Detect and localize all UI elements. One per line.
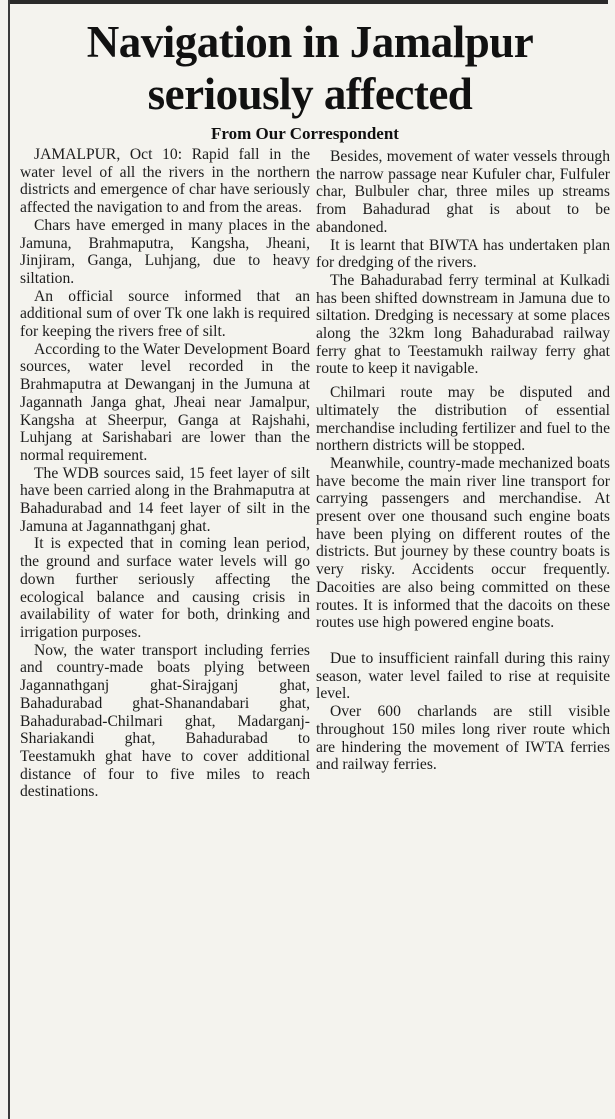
paragraph: Due to insufficient rainfall during this rainy season, water level failed to rise at requisite level.: [316, 649, 610, 703]
paragraph: An official source informed that an additional sum of over Tk one lakh is required for keeping the rivers free of silt.: [20, 287, 310, 341]
right-column: [316, 148, 610, 774]
left-column: [20, 146, 310, 801]
article-byline: From Our Correspondent: [211, 124, 399, 143]
paragraph: It is expected that in coming lean period, the ground and surface water levels will go down further seriously affecting the ecological balance and causing crisis in availability of water for both, drinking and irrigation purposes.: [20, 535, 310, 641]
paragraph: According to the Water Development Board sources, water level recorded in the Brahmaputra at Dewanganj in the Jumuna at Jagannath Janga ghat, Jheai near Jamalpur, Kangsha at Sheerpur, Ganga at Rajshahi, Luhjang at Sarishabari are lower than the normal requirement.: [20, 340, 310, 464]
paragraph: Now, the water transport including ferries and country-made boats plying between Jagannathganj ghat-Sirajganj ghat, Bahadurabad ghat-Shanandabari ghat, Bahadurabad-Chilmari ghat, Madarganj-Shariakandi ghat, Bahadurabad to Teestamukh ghat have to cover additional distance of four to five miles to reach destinations.: [20, 641, 310, 801]
paragraph: Chilmari route may be disputed and ultimately the distribution of essential merchandise including fertilizer and fuel to the northern districts will be stopped.: [316, 384, 610, 455]
paragraph: Over 600 charlands are still visible throughout 150 miles long river route which are hindering the movement of IWTA ferries and railway ferries.: [316, 703, 610, 774]
paragraph: Besides, movement of water vessels through the narrow passage near Kufuler char, Fulfuler char, Bulbuler char, three miles up streams from Bahadurad ghat is about to be abandoned.: [316, 148, 610, 236]
paragraph: The WDB sources said, 15 feet layer of silt have been carried along in the Brahmaputra at Bahadurabad and 14 feet layer of silt in the Jamuna at Jagannathganj ghat.: [20, 464, 310, 535]
paragraph: The Bahadurabad ferry terminal at Kulkadi has been shifted downstream in Jamuna due to siltation. Dredging is necessary at some places along the 32km long Bahadurabad railway ferry ghat to Teestamukh railway ferry ghat route to keep it navigable.: [316, 271, 610, 378]
paragraph: Meanwhile, country-made mechanized boats have become the main river line transport for carrying passengers and merchandise. At present over one thousand such engine boats have been plying on different routes of the districts. But journey by these country boats is very risky. Accidents occur frequently. Dacoities are also being committed on these routes. It is informed that the dacoits on these routes use high powered engine boats.: [316, 454, 610, 632]
paragraph: Chars have emerged in many places in the Jamuna, Brahmaputra, Kangsha, Jheani, Jinjiram, Ganga, Luhjang, due to heavy siltation.: [20, 216, 310, 287]
top-border-rule: [8, 0, 608, 4]
paragraph: It is learnt that BIWTA has undertaken plan for dredging of the rivers.: [316, 236, 610, 272]
left-border-rule: [8, 0, 10, 1119]
paragraph: JAMALPUR, Oct 10: Rapid fall in the water level of all the rivers in the northern districts and emergence of char have seriously affected the navigation to and from the areas.: [20, 146, 310, 217]
article-headline: Navigation in Jamalpur seriously affected: [86, 17, 534, 119]
